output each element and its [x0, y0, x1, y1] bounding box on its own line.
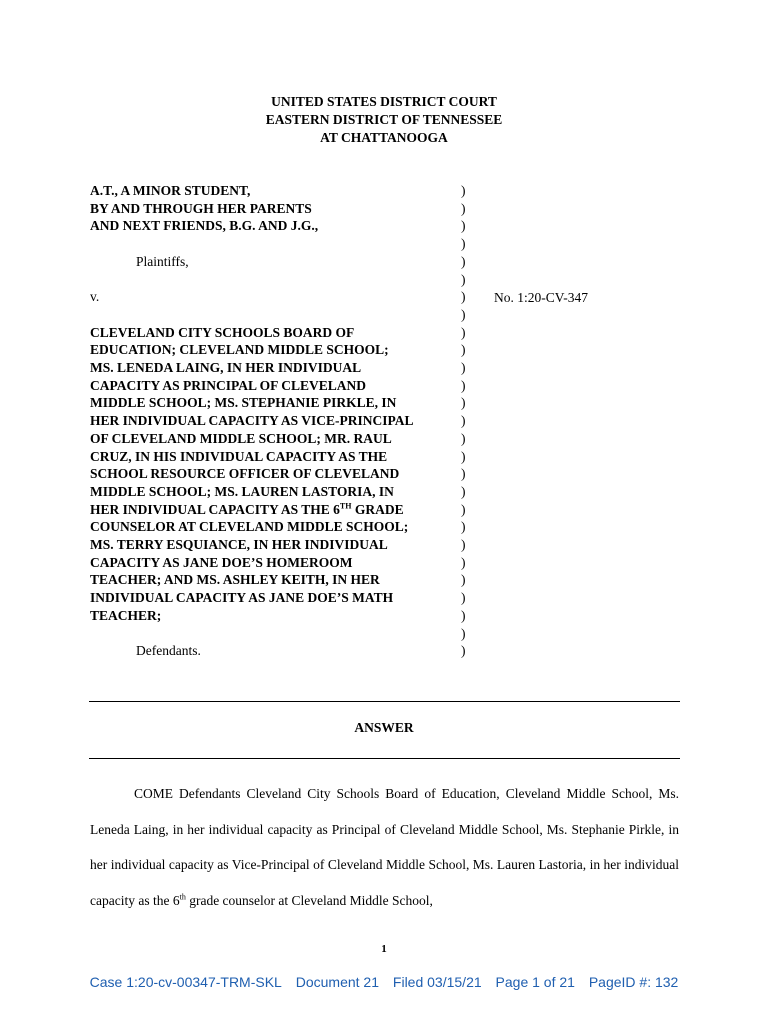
defendant-line: SCHOOL RESOURCE OFFICER OF CLEVELAND	[90, 466, 400, 482]
defendant-line: MIDDLE SCHOOL; MS. LAUREN LASTORIA, IN	[90, 483, 394, 499]
paren: )	[461, 466, 466, 482]
footer-case: Case 1:20-cv-00347-TRM-SKL	[89, 974, 282, 990]
defendant-line: TEACHER;	[90, 607, 162, 623]
defendant-line: OF CLEVELAND MIDDLE SCHOOL; MR. RAUL	[90, 430, 392, 446]
body-text: COME Defendants Cleveland City Schools Board of Education, Cleveland Middle School, Ms. Leneda Laing, in her individual capacity as Principal of Cleveland Middle School, Ms. Stephanie Pirkle, in her individual capacity as Vice-Principal of Cleveland Middle School, Ms. Lauren Lastoria, in her individual capacity as the 6	[90, 786, 679, 908]
plaintiff-line: BY AND THROUGH HER PARENTS	[90, 200, 312, 216]
paren: )	[461, 501, 466, 517]
body-text: grade counselor at Cleveland Middle School,	[185, 892, 433, 908]
defendant-line: COUNSELOR AT CLEVELAND MIDDLE SCHOOL;	[90, 519, 409, 535]
defendant-line: CLEVELAND CITY SCHOOLS BOARD OF	[90, 324, 355, 340]
paren: )	[461, 554, 466, 570]
footer-filed: Filed 03/15/21	[392, 974, 482, 990]
defendant-line: CAPACITY AS PRINCIPAL OF CLEVELAND	[90, 377, 367, 393]
court-division: AT CHATTANOOGA	[320, 130, 448, 145]
case-number: No. 1:20-CV-347	[494, 290, 589, 305]
defendant-line: HER INDIVIDUAL CAPACITY AS VICE-PRINCIPAL	[90, 413, 414, 429]
defendant-line: EDUCATION; CLEVELAND MIDDLE SCHOOL;	[90, 342, 389, 358]
paren: )	[461, 519, 466, 535]
defendant-line: MS. TERRY ESQUIANCE, IN HER INDIVIDUAL	[90, 537, 388, 553]
paren: )	[461, 537, 466, 553]
court-heading	[0, 93, 768, 147]
superscript: TH	[339, 501, 352, 511]
footer-page: Page 1 of 21	[495, 974, 575, 990]
paren: )	[461, 413, 466, 429]
ecf-footer	[0, 974, 768, 990]
defendant-line: TEACHER; AND MS. ASHLEY KEITH, IN HER	[90, 572, 380, 588]
paren: )	[461, 218, 466, 234]
answer-body	[90, 776, 679, 918]
paren: )	[461, 377, 466, 393]
divider-top	[89, 701, 680, 702]
paren: )	[461, 271, 466, 287]
paren: )	[461, 200, 466, 216]
defendants-label: Defendants.	[136, 643, 201, 659]
caption-parentheses	[461, 182, 473, 660]
court-name: UNITED STATES DISTRICT COURT	[271, 94, 497, 109]
paren: )	[461, 625, 466, 641]
page-number: 1	[381, 943, 387, 955]
paren: )	[461, 289, 466, 305]
court-district: EASTERN DISTRICT OF TENNESSEE	[265, 112, 503, 127]
plaintiffs-label: Plaintiffs,	[136, 253, 189, 269]
defendant-line: CAPACITY AS JANE DOE’S HOMEROOM	[90, 554, 353, 570]
plaintiff-line: A.T., A MINOR STUDENT,	[90, 183, 251, 198]
paren: )	[461, 253, 466, 269]
versus-label: v.	[90, 289, 100, 305]
divider-bottom	[89, 758, 680, 759]
paren: )	[461, 342, 466, 358]
defendant-line	[90, 501, 470, 519]
paren: )	[461, 590, 466, 606]
paren: )	[461, 448, 466, 464]
paren: )	[461, 236, 466, 252]
defendant-line: MIDDLE SCHOOL; MS. STEPHANIE PIRKLE, IN	[90, 395, 397, 411]
superscript: th	[179, 892, 186, 901]
paren: )	[461, 483, 466, 499]
paren: )	[461, 395, 466, 411]
paren: )	[461, 360, 466, 376]
defendant-line: INDIVIDUAL CAPACITY AS JANE DOE’S MATH	[90, 590, 394, 606]
answer-title: ANSWER	[354, 720, 414, 735]
footer-document: Document 21	[295, 974, 380, 990]
defendant-line-text: HER INDIVIDUAL CAPACITY AS THE 6	[90, 501, 340, 517]
defendant-line: MS. LENEDA LAING, IN HER INDIVIDUAL	[90, 359, 362, 375]
defendant-line-text: GRADE	[351, 501, 404, 517]
footer-pageid: PageID #: 132	[588, 974, 679, 990]
paren: )	[461, 572, 466, 588]
paren: )	[461, 430, 466, 446]
defendant-line: CRUZ, IN HIS INDIVIDUAL CAPACITY AS THE	[90, 448, 388, 464]
paren: )	[461, 306, 466, 322]
plaintiff-line: AND NEXT FRIENDS, B.G. AND J.G.,	[90, 218, 319, 234]
paren: )	[461, 183, 466, 198]
paren: )	[461, 324, 466, 340]
paren: )	[461, 607, 466, 623]
case-caption	[90, 182, 470, 660]
paren: )	[461, 643, 466, 659]
